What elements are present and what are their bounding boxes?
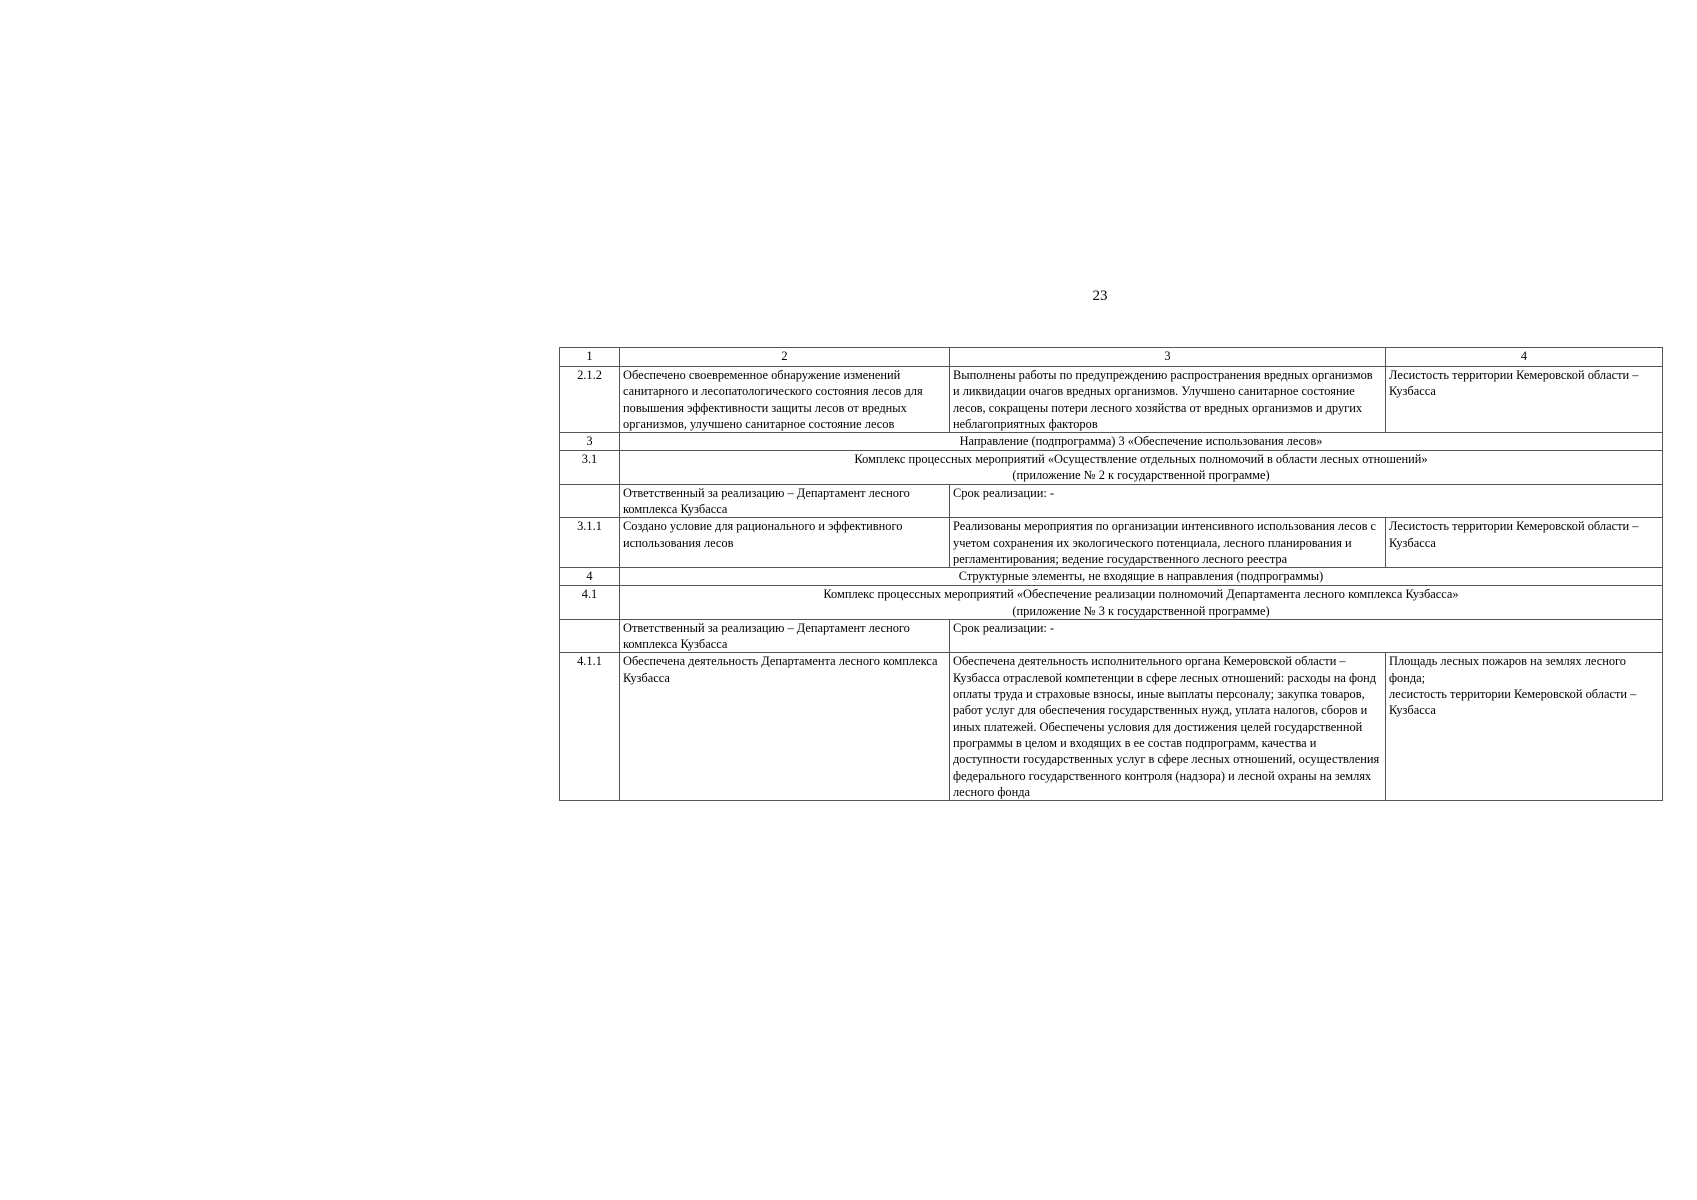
result-cell: Обеспечена деятельность исполнительного органа Кемеровской области – Кузбасса отраслевой компетенции в сфере лесных отношений: расходы на фонд оплаты труда и страховые взносы, иные выплаты персоналу; закупка товаров, работ услуг для обеспечения государственных нужд, уплата налогов, сборов и иных платежей. Обеспечены условия для достижения целей государственной программы в целом и входящих в ее состав подпрограмм, качества и доступности государственных услуг в сфере лесных отношений, осуществления федерального государственного контроля (надзора) и лесной охраны на землях лесного фонда [950,653,1386,801]
result-cell: Выполнены работы по предупреждению распространения вредных организмов и ликвидации очагов вредных организмов. Улучшено санитарное состояние лесов, сокращены потери лесного хозяйства от вредных организмов и других неблагоприятных факторов [950,367,1386,433]
section-title-note: (приложение № 3 к государственной программе) [1012,603,1270,618]
table-header-row [560,348,1663,367]
row-number: 3.1.1 [560,518,620,568]
task-cell: Обеспечена деятельность Департамента лесного комплекса Кузбасса [620,653,950,801]
section-title-line: Комплекс процессных мероприятий «Обеспечение реализации полномочий Департамента лесного комплекса Кузбасса» [823,587,1459,602]
indicator-cell: Лесистость территории Кемеровской области – Кузбасса [1386,518,1663,568]
indicator-cell: Лесистость территории Кемеровской области – Кузбасса [1386,367,1663,433]
table-row [560,518,1663,568]
task-cell: Обеспечено своевременное обнаружение изменений санитарного и лесопатологического состояния лесов для повышения эффективности защиты лесов от вредных организмов, улучшено санитарное состояние лесов [620,367,950,433]
section-title-line: Комплекс процессных мероприятий «Осуществление отдельных полномочий в области лесных отношений» [854,452,1428,467]
section-title [620,586,1663,620]
indicator-cell [1386,653,1663,801]
section-title: Направление (подпрограмма) 3 «Обеспечение использования лесов» [620,433,1663,451]
empty-cell [560,484,620,518]
table-row [560,367,1663,433]
term-cell: Срок реализации: - [950,619,1663,653]
responsible-row [560,484,1663,518]
term-cell: Срок реализации: - [950,484,1663,518]
row-number: 2.1.2 [560,367,620,433]
program-table [559,347,1663,801]
responsible-row [560,619,1663,653]
result-cell: Реализованы мероприятия по организации интенсивного использования лесов с учетом сохранения их экологического потенциала, лесного планирования и регламентирования; ведение государственного лесного реестра [950,518,1386,568]
header-col-4: 4 [1386,348,1663,367]
header-col-2: 2 [620,348,950,367]
section-row [560,433,1663,451]
row-number: 3 [560,433,620,451]
row-number: 4.1.1 [560,653,620,801]
empty-cell [560,619,620,653]
indicator-line: Площадь лесных пожаров на землях лесного фонда; [1389,654,1627,685]
section-title-note: (приложение № 2 к государственной программе) [1012,468,1270,483]
section-title: Структурные элементы, не входящие в направления (подпрограммы) [620,568,1663,586]
responsible-cell: Ответственный за реализацию – Департамент лесного комплекса Кузбасса [620,619,950,653]
section-title [620,451,1663,485]
header-col-3: 3 [950,348,1386,367]
indicator-line: лесистость территории Кемеровской области – Кузбасса [1389,687,1637,718]
row-number: 3.1 [560,451,620,485]
section-row [560,586,1663,620]
header-col-1: 1 [560,348,620,367]
table-row [560,653,1663,801]
page-number: 23 [1092,288,1108,304]
row-number: 4 [560,568,620,586]
section-row [560,451,1663,485]
responsible-cell: Ответственный за реализацию – Департамент лесного комплекса Кузбасса [620,484,950,518]
section-row [560,568,1663,586]
row-number: 4.1 [560,586,620,620]
task-cell: Создано условие для рационального и эффективного использования лесов [620,518,950,568]
